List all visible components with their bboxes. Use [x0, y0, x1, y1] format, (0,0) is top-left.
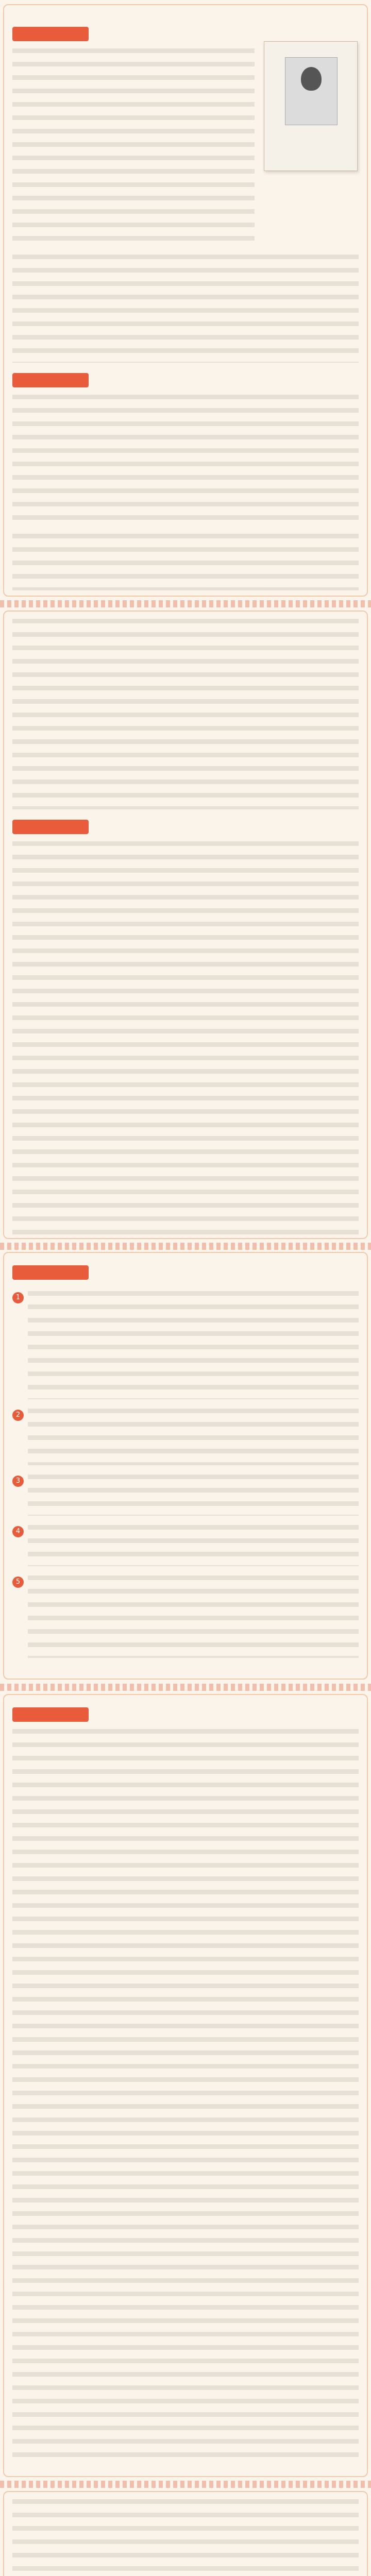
divider: [0, 1243, 371, 1250]
book-cover-image: [264, 41, 358, 171]
section-background-heading: [12, 373, 89, 387]
art-item: 4: [12, 1525, 359, 1571]
content-summary-text: [12, 619, 359, 809]
section-theme-heading: [12, 1707, 89, 1722]
section-characters-heading: [12, 820, 89, 834]
content-card: [3, 611, 368, 1239]
characters-detail-card: [3, 2491, 368, 2576]
art-card: [3, 1252, 368, 1680]
art-item: 3: [12, 1475, 359, 1521]
theme-text: [12, 1729, 359, 2461]
characters-detail-text: [12, 2499, 359, 2576]
divider: [0, 2481, 371, 2488]
characters-text: [12, 841, 359, 1238]
background-text: [12, 395, 359, 529]
background-text-2: [12, 534, 359, 590]
author-intro-text: [12, 48, 255, 249]
section-art-heading: [12, 1265, 89, 1280]
theme-card: [3, 1694, 368, 2477]
divider: [0, 1684, 371, 1691]
art-item: 5: [12, 1575, 359, 1663]
intro-card: [3, 4, 368, 597]
author-portrait: [285, 57, 338, 125]
divider: [0, 600, 371, 607]
author-more-text: [12, 255, 359, 363]
art-item: 1: [12, 1291, 359, 1404]
section-author-heading: [12, 27, 89, 41]
art-item: 2: [12, 1409, 359, 1470]
